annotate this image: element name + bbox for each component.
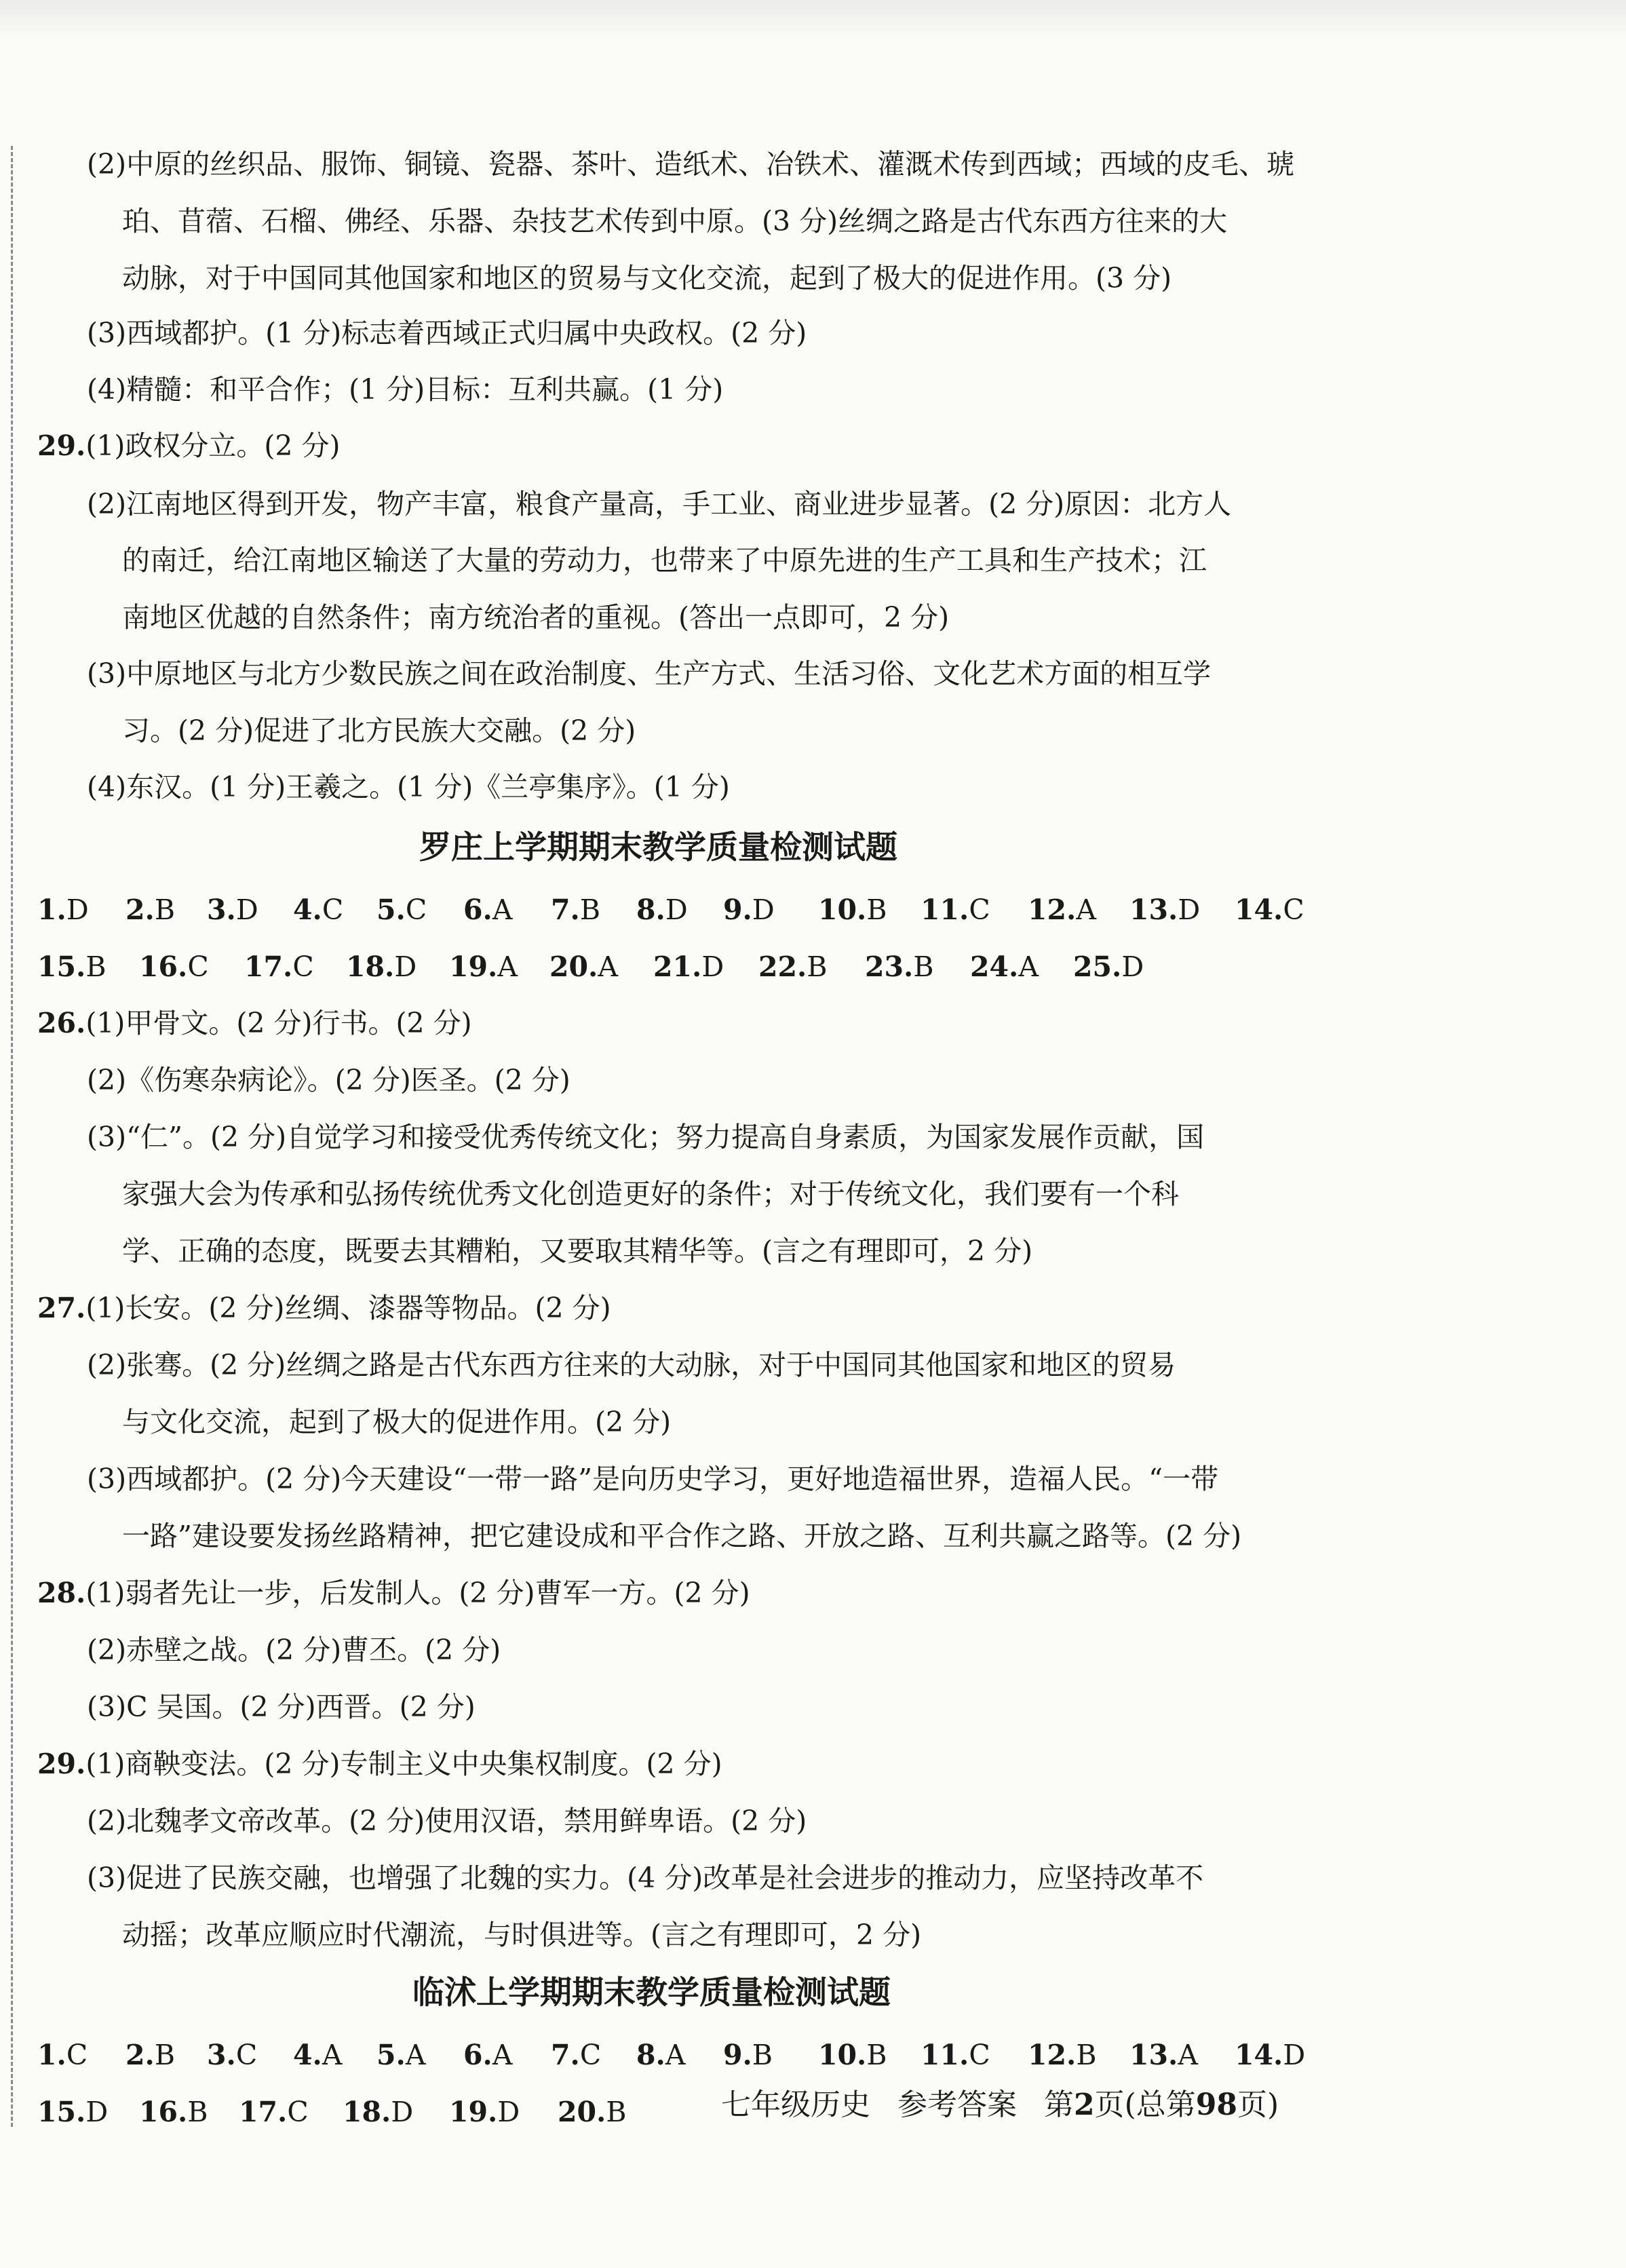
question-number: 28. (37, 1577, 86, 1609)
choice-answer (865, 950, 933, 984)
answer-number: 2. (125, 2039, 155, 2071)
s1-q29-part1: (1)政权分立。(2 分) (85, 429, 341, 462)
choice-answer (723, 2038, 773, 2072)
choice-answer (970, 950, 1039, 984)
choice-answer (293, 893, 343, 927)
answer-number: 14. (1235, 2039, 1283, 2071)
answer-letter: B (154, 2039, 175, 2071)
choice-answer (1028, 893, 1096, 927)
choice-answer (723, 893, 775, 927)
answer-number: 4. (293, 2039, 322, 2071)
s2-q29-part3-line1: (3)促进了民族交融，也增强了北魏的实力。(4 分)改革是社会进步的推动力，应坚持改革不 (87, 1862, 1204, 1894)
answer-letter: A (322, 2039, 343, 2071)
answer-number: 13. (1129, 2039, 1178, 2071)
choice-answer (636, 893, 688, 927)
choice-answer (558, 2095, 626, 2129)
answer-number: 10. (818, 2039, 867, 2071)
answer-number: 25. (1073, 950, 1122, 983)
answer-number: 11. (921, 893, 969, 926)
answer-letter: C (187, 950, 209, 983)
choice-answer (758, 950, 827, 984)
choice-answer (653, 950, 724, 984)
answer-letter: A (1178, 2039, 1198, 2071)
question-number: 27. (37, 1292, 86, 1324)
s1-q28-part2-line2: 珀、苜蓿、石榴、佛经、乐器、杂技艺术传到中原。(3 分)丝绸之路是古代东西方往来的大 (122, 205, 1228, 237)
choice-answer (376, 2038, 425, 2072)
answer-letter: A (497, 950, 518, 983)
choice-answer (636, 2038, 685, 2072)
answer-number: 12. (1028, 893, 1077, 926)
choice-answer (1129, 893, 1200, 927)
answer-number: 19. (449, 2096, 498, 2128)
answer-letter: D (665, 893, 688, 926)
choice-answer (239, 2095, 309, 2129)
s1-q28-part2-line1: (2)中原的丝织品、服饰、铜镜、瓷器、茶叶、造纸术、冶铁术、灌溉术传到西域；西域的皮毛、琥 (87, 148, 1295, 180)
s2-q27 (37, 1291, 611, 1325)
answer-letter: D (66, 893, 89, 926)
choice-answer (1073, 950, 1144, 984)
choice-answer (463, 893, 512, 927)
answer-letter: C (969, 893, 990, 926)
answer-letter: C (287, 2096, 309, 2128)
answer-letter: C (66, 2039, 88, 2071)
answer-letter: B (187, 2096, 208, 2128)
answer-letter: C (579, 2039, 602, 2071)
answer-number: 6. (463, 2039, 492, 2071)
choice-answer (818, 2038, 887, 2072)
choice-answer (125, 2038, 175, 2072)
answer-number: 2. (125, 893, 155, 926)
choice-answer (1235, 2038, 1305, 2072)
question-number: 29. (37, 1748, 86, 1780)
answer-number: 4. (293, 893, 322, 926)
answer-letter: B (85, 950, 107, 983)
answer-number: 24. (970, 950, 1019, 983)
answer-number: 16. (139, 2096, 188, 2128)
question-number: 29. (37, 429, 86, 462)
answer-letter: C (969, 2039, 990, 2071)
answer-number: 5. (376, 2039, 406, 2071)
footer-page-info: 第2页(总第98页) (1044, 2088, 1279, 2122)
binding-dashed-line (11, 146, 13, 2127)
answer-number: 7. (551, 2039, 580, 2071)
answer-letter: D (1121, 950, 1144, 983)
answer-number: 15. (37, 2096, 86, 2128)
choice-answer (921, 893, 990, 927)
answer-number: 17. (239, 2096, 288, 2128)
s2-q27-part3-line2: 一路”建设要发扬丝路精神，把它建设成和平合作之路、开放之路、互利共赢之路等。(2 分) (122, 1520, 1242, 1552)
answer-letter: C (235, 2039, 258, 2071)
s2-q26-part3-line2: 家强大会为传承和弘扬传统优秀文化创造更好的条件；对于传统文化，我们要有一个科 (122, 1178, 1179, 1210)
answer-number: 22. (758, 950, 807, 983)
answer-number: 23. (865, 950, 914, 983)
answer-number: 6. (463, 893, 492, 926)
s2-q29-part3-line2: 动摇；改革应顺应时代潮流，与时俱进等。(言之有理即可，2 分) (122, 1919, 922, 1951)
choice-answer (549, 950, 618, 984)
s1-q29-part2-line3: 南地区优越的自然条件；南方统治者的重视。(答出一点即可，2 分) (122, 601, 950, 634)
answer-number: 19. (449, 950, 498, 983)
choice-answer (921, 2038, 990, 2072)
s1-q29-part4: (4)东汉。(1 分)王羲之。(1 分)《兰亭集序》。(1 分) (87, 771, 730, 803)
answer-number: 1. (37, 2039, 66, 2071)
answer-letter: B (866, 893, 887, 926)
choice-answer (449, 950, 518, 984)
choice-answer (449, 2095, 520, 2129)
s2-q28-part2: (2)赤壁之战。(2 分)曹丕。(2 分) (87, 1634, 501, 1666)
choice-answer (376, 893, 427, 927)
choice-answer (1028, 2038, 1096, 2072)
answer-number: 9. (723, 2039, 752, 2071)
answer-letter: D (497, 2096, 520, 2128)
choice-answer (125, 893, 175, 927)
answer-number: 8. (636, 893, 665, 926)
answer-letter: A (492, 2039, 513, 2071)
answer-letter: A (1018, 950, 1039, 983)
choice-answer (293, 2038, 342, 2072)
answer-letter: D (391, 2096, 414, 2128)
section-title-linshu: 临沭上学期期末教学质量检测试题 (412, 1974, 891, 2012)
answer-number: 15. (37, 950, 86, 983)
s2-q27-part1: (1)长安。(2 分)丝绸、漆器等物品。(2 分) (85, 1292, 611, 1324)
choice-answer (463, 2038, 512, 2072)
answer-letter: B (154, 893, 175, 926)
answer-letter: D (752, 893, 775, 926)
answer-letter: A (665, 2039, 686, 2071)
answer-number: 20. (558, 2096, 606, 2128)
choice-answer (139, 2095, 208, 2129)
choice-answer (37, 893, 89, 927)
s1-q28-part3: (3)西域都护。(1 分)标志着西域正式归属中央政权。(2 分) (87, 317, 807, 349)
choice-answer (37, 2095, 108, 2129)
scan-shadow (0, 0, 1626, 41)
s2-q27-part2-line2: 与文化交流，起到了极大的促进作用。(2 分) (122, 1406, 672, 1438)
answer-number: 18. (346, 950, 395, 983)
answer-letter: D (235, 893, 258, 926)
choice-answer (346, 950, 417, 984)
answer-letter: A (598, 950, 618, 983)
choice-answer (244, 950, 314, 984)
answer-number: 8. (636, 2039, 665, 2071)
answer-number: 10. (818, 893, 867, 926)
question-number: 26. (37, 1007, 86, 1039)
s2-q26-part3-line1: (3)“仁”。(2 分)自觉学习和接受优秀传统文化；努力提高自身素质，为国家发展作贡献，国 (87, 1121, 1205, 1153)
answer-number: 18. (343, 2096, 391, 2128)
answer-number: 17. (244, 950, 293, 983)
answer-letter: C (405, 893, 427, 926)
section-title-luozhuang: 罗庄上学期期末教学质量检测试题 (419, 829, 897, 866)
s2-q28 (37, 1576, 750, 1610)
s1-q29-part3-line1: (3)中原地区与北方少数民族之间在政治制度、生产方式、生活习俗、文化艺术方面的相互学 (87, 657, 1212, 690)
answer-number: 11. (921, 2039, 969, 2071)
page-footer (721, 2087, 1306, 2123)
answer-letter: C (322, 893, 344, 926)
answer-number: 21. (653, 950, 702, 983)
answer-letter: C (292, 950, 314, 983)
choice-answer (551, 893, 600, 927)
answer-number: 1. (37, 893, 66, 926)
choice-answer (551, 2038, 601, 2072)
s2-q29-part1: (1)商鞅变法。(2 分)专制主义中央集权制度。(2 分) (85, 1748, 722, 1780)
answer-letter: B (1076, 2039, 1097, 2071)
s2-q26-part1: (1)甲骨文。(2 分)行书。(2 分) (85, 1007, 472, 1039)
s2-q27-part2-line1: (2)张骞。(2 分)丝绸之路是古代东西方往来的大动脉，对于中国同其他国家和地区的贸易 (87, 1349, 1176, 1381)
footer-label: 参考答案 (897, 2088, 1017, 2122)
s2-q26-part3-line3: 学、正确的态度，既要去其糟粕，又要取其精华等。(言之有理即可，2 分) (122, 1235, 1033, 1267)
s2-q29 (37, 1747, 722, 1781)
answer-letter: B (606, 2096, 627, 2128)
s2-q27-part3-line1: (3)西域都护。(2 分)今天建设“一带一路”是向历史学习，更好地造福世界，造福人民。“一带 (87, 1463, 1219, 1495)
answer-letter: D (394, 950, 417, 983)
answer-letter: B (579, 893, 600, 926)
answer-number: 5. (376, 893, 406, 926)
answer-letter: B (752, 2039, 773, 2071)
answer-letter: A (1076, 893, 1096, 926)
answer-number: 12. (1028, 2039, 1077, 2071)
answer-number: 9. (723, 893, 752, 926)
s1-q28-part4: (4)精髓：和平合作；(1 分)目标：互利共赢。(1 分) (87, 373, 724, 406)
answer-letter: D (1178, 893, 1201, 926)
footer-grade: 七年级历史 (721, 2088, 870, 2122)
choice-answer (37, 2038, 88, 2072)
answer-letter: D (1283, 2039, 1306, 2071)
answer-letter: A (492, 893, 513, 926)
answer-number: 7. (551, 893, 580, 926)
answer-number: 14. (1235, 893, 1283, 926)
answer-letter: D (701, 950, 724, 983)
answer-number: 13. (1129, 893, 1178, 926)
choice-answer (1129, 2038, 1198, 2072)
s1-q29-part2-line2: 的南迁，给江南地区输送了大量的劳动力，也带来了中原先进的生产工具和生产技术；江 (122, 544, 1207, 577)
choice-answer (207, 2038, 257, 2072)
answer-number: 3. (207, 893, 236, 926)
answer-letter: C (1283, 893, 1304, 926)
s1-q28-part2-line3: 动脉，对于中国同其他国家和地区的贸易与文化交流，起到了极大的促进作用。(3 分) (122, 262, 1172, 294)
answer-letter: B (913, 950, 934, 983)
s2-q28-part3: (3)C 吴国。(2 分)西晋。(2 分) (87, 1691, 476, 1723)
s1-q29-part3-line2: 习。(2 分)促进了北方民族大交融。(2 分) (122, 714, 636, 747)
answer-letter: A (405, 2039, 426, 2071)
answer-number: 16. (139, 950, 188, 983)
s2-q28-part1: (1)弱者先让一步，后发制人。(2 分)曹军一方。(2 分) (85, 1577, 750, 1609)
answer-number: 20. (549, 950, 598, 983)
answer-letter: B (807, 950, 828, 983)
choice-answer (343, 2095, 413, 2129)
answer-letter: B (866, 2039, 887, 2071)
s2-q29-part2: (2)北魏孝文帝改革。(2 分)使用汉语，禁用鲜卑语。(2 分) (87, 1805, 807, 1837)
answer-letter: D (85, 2096, 109, 2128)
s1-q29 (37, 429, 341, 463)
choice-answer (1235, 893, 1304, 927)
choice-answer (139, 950, 209, 984)
s1-q29-part2-line1: (2)江南地区得到开发，物产丰富，粮食产量高，手工业、商业进步显著。(2 分)原因：北方人 (87, 488, 1232, 520)
choice-answer (818, 893, 887, 927)
s2-q26 (37, 1006, 472, 1040)
s2-q26-part2: (2)《伤寒杂病论》。(2 分)医圣。(2 分) (87, 1064, 570, 1096)
choice-answer (37, 950, 106, 984)
choice-answer (207, 893, 258, 927)
answer-number: 3. (207, 2039, 236, 2071)
